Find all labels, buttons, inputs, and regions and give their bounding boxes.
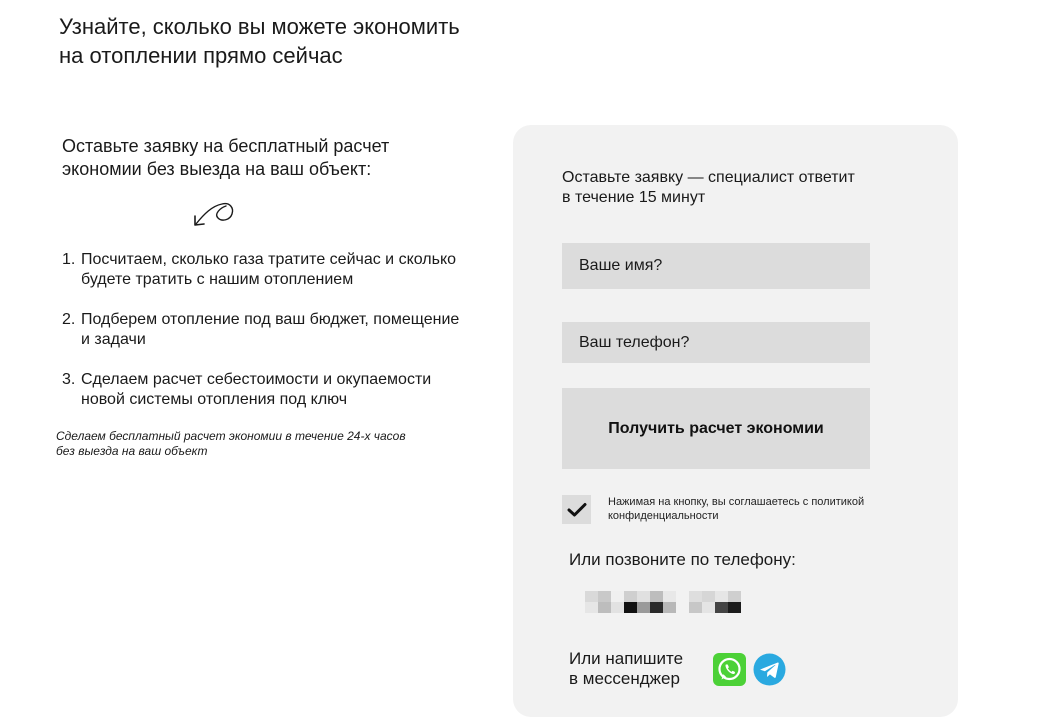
messenger-label — [569, 649, 683, 689]
form-title-line-2: в течение 15 минут — [562, 189, 706, 206]
intro-text — [62, 135, 389, 181]
note-line-2: без выезда на ваш объект — [56, 444, 208, 458]
step-item — [62, 310, 512, 350]
steps-list — [62, 250, 512, 430]
consent-line-1: Нажимая на кнопку, вы соглашаетесь с политикой — [608, 496, 865, 508]
step-text-line: Посчитаем, сколько газа тратите сейчас и сколько — [81, 251, 457, 268]
intro-line-1: Оставьте заявку на бесплатный расчет — [62, 136, 390, 156]
step-text — [81, 310, 459, 350]
step-text-line: новой системы отопления под ключ — [81, 391, 348, 408]
call-label: Или позвоните по телефону: — [569, 550, 796, 569]
step-text — [81, 250, 456, 290]
messenger-line-1: Или напишите — [569, 649, 684, 668]
request-form-card — [513, 125, 958, 717]
step-number: 1. — [62, 251, 76, 268]
page-title-line-2: на отоплении прямо сейчас — [59, 43, 343, 68]
consent-checkbox[interactable] — [562, 495, 591, 524]
step-item — [62, 250, 512, 290]
step-text-line: и задачи — [81, 331, 146, 348]
step-number: 3. — [62, 371, 76, 388]
consent-line-2: конфиденциальности — [608, 510, 719, 522]
note-line-1: Сделаем бесплатный расчет экономии в течение 24-х часов — [56, 429, 406, 443]
phone-number-blurred[interactable] — [585, 591, 741, 613]
step-text-line: Сделаем расчет себестоимости и окупаемости — [81, 371, 432, 388]
curly-arrow-icon — [190, 196, 238, 230]
note-text — [56, 429, 406, 459]
telegram-icon[interactable] — [753, 653, 786, 686]
phone-input[interactable] — [562, 322, 870, 363]
step-text — [81, 370, 431, 410]
whatsapp-icon[interactable] — [713, 653, 746, 686]
page-title-line-1: Узнайте, сколько вы можете экономить — [59, 14, 460, 39]
check-icon — [567, 502, 587, 518]
step-text-line: будете тратить с нашим отоплением — [81, 271, 354, 288]
consent-row — [562, 495, 864, 524]
consent-text — [608, 495, 864, 523]
form-title — [562, 168, 855, 208]
name-input[interactable] — [562, 243, 870, 289]
messenger-line-2: в мессенджер — [569, 669, 680, 688]
step-text-line: Подберем отопление под ваш бюджет, помещение — [81, 311, 460, 328]
intro-line-2: экономии без выезда на ваш объект: — [62, 159, 372, 179]
page-title — [59, 12, 460, 70]
step-item — [62, 370, 512, 410]
step-number: 2. — [62, 311, 76, 328]
form-title-line-1: Оставьте заявку — специалист ответит — [562, 169, 855, 186]
get-calculation-button[interactable]: Получить расчет экономии — [562, 388, 870, 469]
